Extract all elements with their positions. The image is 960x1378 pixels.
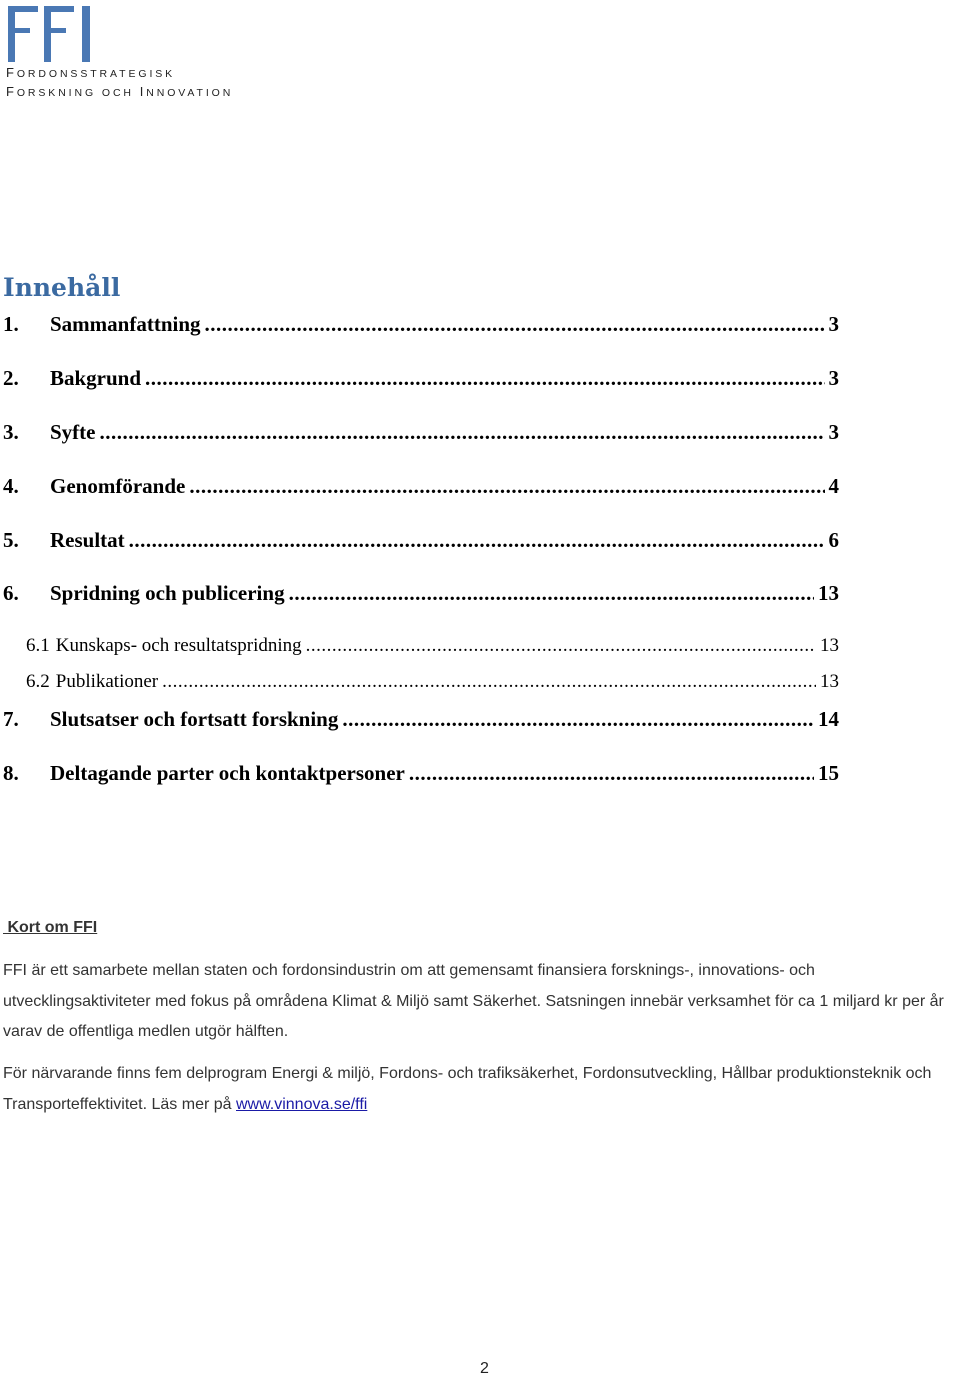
toc-entry-sammanfattning[interactable]: 1. Sammanfattning ..... 3 xyxy=(3,312,839,337)
toc-leader-dots xyxy=(145,366,824,391)
toc-entry-resultat[interactable]: 5. Resultat ..... 6 xyxy=(3,528,839,553)
toc-entry-deltagande-parter[interactable]: 8. Deltagande parter och kontaktpersoner ..... 15 xyxy=(3,761,839,786)
toc-leader-dots xyxy=(289,581,814,606)
about-ffi-heading: Kort om FFI xyxy=(3,919,98,936)
toc-entry-bakgrund[interactable]: 2. Bakgrund ..... 3 xyxy=(3,366,839,391)
toc-leader-dots xyxy=(162,671,816,693)
toc-leader-dots xyxy=(189,474,824,499)
ffi-logo-mark xyxy=(6,4,96,64)
page-number: 2 xyxy=(480,1360,489,1377)
toc-entry-spridning[interactable]: 6. Spridning och publicering ..... 13 xyxy=(3,581,839,606)
toc-leader-dots xyxy=(306,635,816,657)
toc-leader-dots xyxy=(129,528,825,553)
toc-leader-dots xyxy=(205,312,825,337)
logo-text-line-2: FORSKNING OCH INNOVATION xyxy=(6,84,234,99)
toc-entry-slutsatser[interactable]: 7. Slutsatser och fortsatt forskning ..... 14 xyxy=(3,707,839,732)
logo-text-line-1: FORDONSSTRATEGISK xyxy=(6,65,176,80)
toc-entry-publikationer[interactable]: 6.2 Publikationer ..... 13 xyxy=(26,671,839,693)
toc-entry-kunskapsspridning[interactable]: 6.1 Kunskaps- och resultatspridning ..... 13 xyxy=(26,635,839,657)
about-ffi-paragraph-2: För närvarande finns fem delprogram Energi & miljö, Fordons- och trafiksäkerhet, Fordonsutveckling, Hållbar produktionsteknik och Transporteffektivitet. Läs mer på www.vinnova.se/ffi xyxy=(3,1065,932,1113)
toc-leader-dots xyxy=(342,707,814,732)
toc-entry-syfte[interactable]: 3. Syfte ..... 3 xyxy=(3,420,839,445)
ffi-logo xyxy=(6,4,234,102)
toc-heading: Innehåll xyxy=(3,273,121,302)
vinnova-ffi-link[interactable]: www.vinnova.se/ffi xyxy=(236,1095,368,1113)
toc-leader-dots xyxy=(100,420,825,445)
toc-entry-genomforande[interactable]: 4. Genomförande ..... 4 xyxy=(3,474,839,499)
about-ffi-paragraph-1: FFI är ett samarbete mellan staten och fordonsindustrin om att gemensamt finansiera forsknings-, innovations- och utvecklingsaktiviteter med fokus på områdena Klimat & Miljö samt Säkerhet. Satsningen innebär verksamhet för ca 1 miljard kr per år varav de offentliga medlen utgör hälften. xyxy=(3,962,944,1040)
toc-leader-dots xyxy=(409,761,814,786)
